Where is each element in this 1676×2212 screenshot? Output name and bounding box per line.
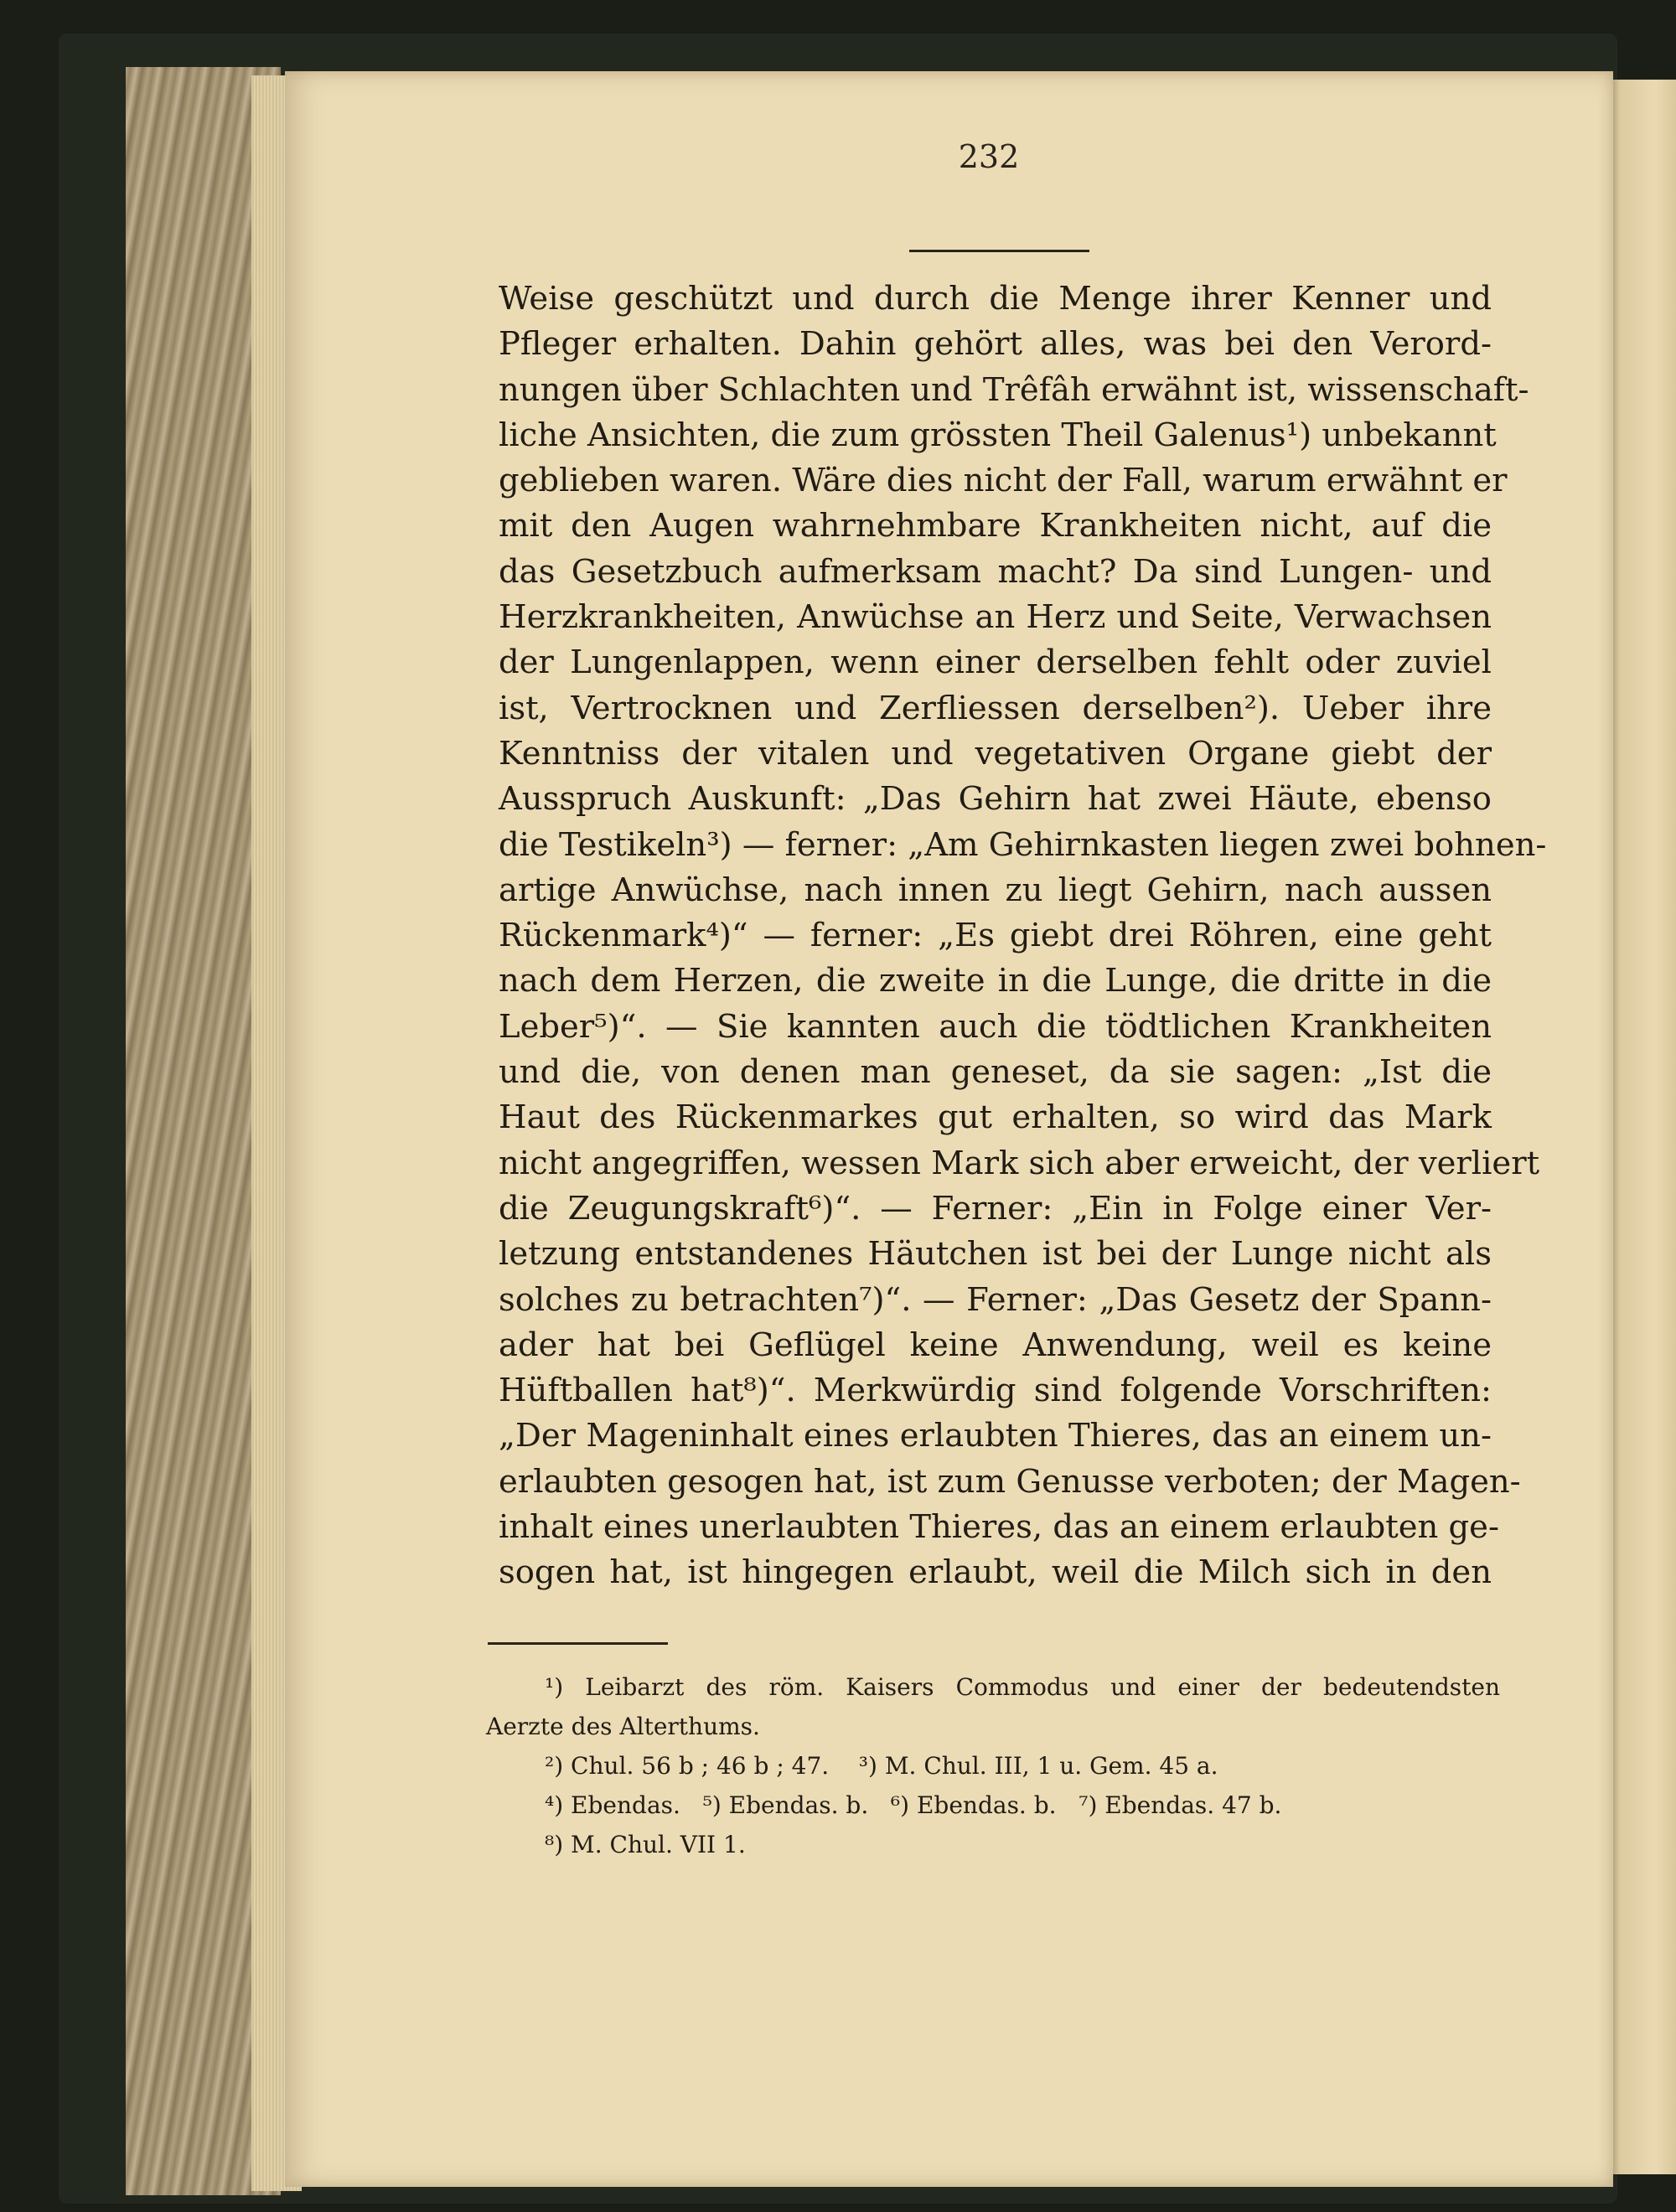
footnote-8: ⁸) M. Chul. VII 1. xyxy=(545,1831,746,1858)
right-page-edge xyxy=(1605,80,1676,2174)
text-line: nicht angegriffen, wessen Mark sich aber erweicht, der verliert xyxy=(499,1144,1540,1182)
text-line: nach dem Herzen, die zweite in die Lunge, die dritte in die xyxy=(499,962,1492,1000)
text-line: Rückenmark⁴)“ — ferner: „Es giebt drei Röhren, eine geht xyxy=(499,917,1492,955)
text-line: der Lungenlappen, wenn einer derselben fehlt oder zuviel xyxy=(499,643,1492,682)
text-line: „Der Mageninhalt eines erlaubten Thieres, das an einem un- xyxy=(499,1417,1492,1455)
footnote-1-continued: Aerzte des Alterthums. xyxy=(486,1713,760,1740)
text-line: nungen über Schlachten und Trêfâh erwähnt ist, wissenschaft- xyxy=(499,370,1529,409)
text-line: Haut des Rückenmarkes gut erhalten, so wird das Mark xyxy=(499,1098,1492,1137)
text-line: Weise geschützt und durch die Menge ihrer Kenner und xyxy=(499,280,1492,318)
text-line: inhalt eines unerlaubten Thieres, das an einem erlaubten ge- xyxy=(499,1508,1499,1547)
text-line: und die, von denen man geneset, da sie sagen: „Ist die xyxy=(499,1053,1492,1092)
page-number: 232 xyxy=(958,138,1020,175)
text-line: ader hat bei Geflügel keine Anwendung, weil es keine xyxy=(499,1326,1492,1364)
footnotes xyxy=(486,1667,1500,1864)
footnote-4-7: ⁴) Ebendas. ⁵) Ebendas. b. ⁶) Ebendas. b. ⁷) Ebendas. 47 b. xyxy=(545,1791,1282,1819)
text-line: geblieben waren. Wäre dies nicht der Fall, warum erwähnt er xyxy=(499,462,1508,500)
text-line: das Gesetzbuch aufmerksam macht? Da sind Lungen- und xyxy=(499,552,1492,591)
text-line: Pfleger erhalten. Dahin gehört alles, was bei den Verord- xyxy=(499,325,1492,364)
text-line: die Testikeln³) — ferner: „Am Gehirnkasten liegen zwei bohnen- xyxy=(499,825,1547,864)
header-rule xyxy=(909,250,1089,252)
text-line: liche Ansichten, die zum grössten Theil Galenus¹) unbekannt xyxy=(499,416,1497,454)
text-line: solches zu betrachten⁷)“. — Ferner: „Das Gesetz der Spann- xyxy=(499,1280,1492,1319)
text-line: Herzkrankheiten, Anwüchse an Herz und Seite, Verwachsen xyxy=(499,598,1492,637)
text-line: ist, Vertrocknen und Zerfliessen derselben²). Ueber ihre xyxy=(499,689,1492,727)
body-text xyxy=(499,276,1547,1596)
text-line: Kenntniss der vitalen und vegetativen Organe giebt der xyxy=(499,734,1492,773)
text-line: sogen hat, ist hingegen erlaubt, weil die Milch sich in den xyxy=(499,1553,1492,1592)
text-line: mit den Augen wahrnehmbare Krankheiten nicht, auf die xyxy=(499,507,1492,545)
footnote-2-3: ²) Chul. 56 b ; 46 b ; 47. ³) M. Chul. III, 1 u. Gem. 45 a. xyxy=(545,1752,1218,1780)
text-line: letzung entstandenes Häutchen ist bei der Lunge nicht als xyxy=(499,1235,1492,1274)
text-line: Hüftballen hat⁸)“. Merkwürdig sind folgende Vorschriften: xyxy=(499,1372,1492,1410)
footnote-rule xyxy=(488,1642,668,1645)
text-line: Leber⁵)“. — Sie kannten auch die tödtlichen Krankheiten xyxy=(499,1007,1492,1046)
text-line: die Zeugungskraft⁶)“. — Ferner: „Ein in Folge einer Ver- xyxy=(499,1189,1492,1227)
text-line: Ausspruch Auskunft: „Das Gehirn hat zwei Häute, ebenso xyxy=(499,780,1492,819)
footnote-1: ¹) Leibarzt des röm. Kaisers Commodus und einer der bedeutendsten xyxy=(545,1673,1500,1701)
text-line: artige Anwüchse, nach innen zu liegt Gehirn, nach aussen xyxy=(499,871,1492,909)
text-line: erlaubten gesogen hat, ist zum Genusse verboten; der Magen- xyxy=(499,1462,1521,1501)
